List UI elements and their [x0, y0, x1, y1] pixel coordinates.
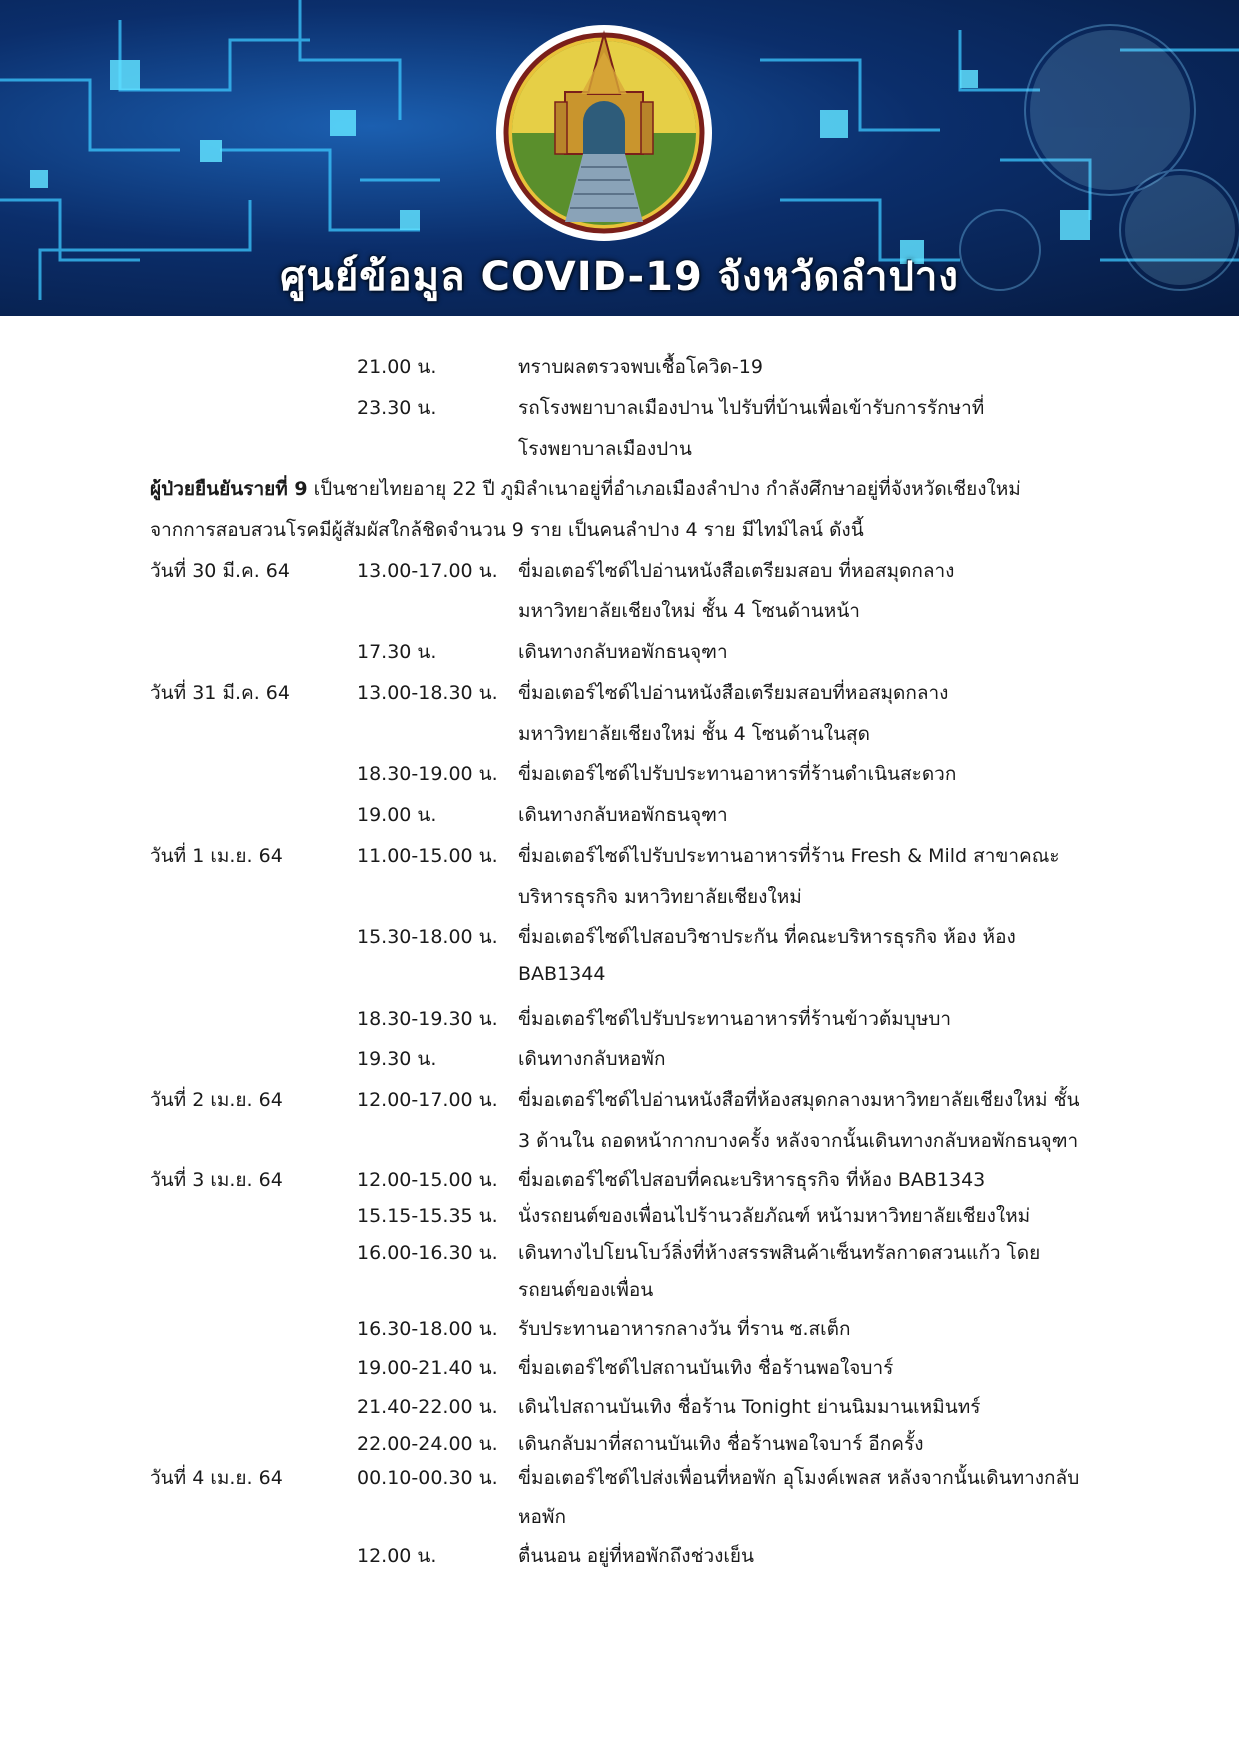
time-cell: 12.00 น. [357, 1545, 437, 1567]
description-cell: รับประทานอาหารกลางวัน ที่ราน ซ.สเต็ก [518, 1318, 851, 1340]
lampang-province-seal-icon [493, 22, 715, 244]
description-cell: ขี่มอเตอร์ไซด์ไปอ่านหนังสือเตรียมสอบที่หอสมุดกลาง [518, 682, 949, 704]
description-cell: ขี่มอเตอร์ไซด์ไปสอบวิชาประกัน ที่คณะบริหารธุรกิจ ห้อง ห้อง [518, 926, 1016, 948]
timeline-row [150, 759, 1100, 799]
time-cell: 12.00-17.00 น. [357, 1089, 498, 1111]
timeline-row [150, 1541, 1100, 1581]
timeline-row [150, 1165, 1100, 1205]
timeline-row-continued [150, 1126, 1100, 1166]
time-cell: 00.10-00.30 น. [357, 1467, 498, 1489]
description-cell: เดินทางกลับหอพักธนจุฑา [518, 641, 728, 663]
description-cell: เดินไปสถานบันเทิง ชื่อร้าน Tonight ย่านนิมมานเหมินทร์ [518, 1396, 981, 1418]
description-cell: ทราบผลตรวจพบเชื้อโควิด-19 [518, 356, 763, 378]
description-cell: ขี่มอเตอร์ไซด์ไปอ่านหนังสือที่ห้องสมุดกลางมหาวิทยาลัยเชียงใหม่ ชั้น [518, 1089, 1080, 1111]
timeline-row [150, 637, 1100, 677]
time-cell: 21.00 น. [357, 356, 437, 378]
timeline-row [150, 1314, 1100, 1354]
timeline-row [150, 1392, 1100, 1432]
description-cell: ขี่มอเตอร์ไซด์ไปส่งเพื่อนที่หอพัก อุโมงค์เพลส หลังจากนั้นเดินทางกลับ [518, 1467, 1080, 1489]
description-cell: ขี่มอเตอร์ไซด์ไปสถานบันเทิง ชื่อร้านพอใจบาร์ [518, 1357, 894, 1379]
time-cell: 18.30-19.00 น. [357, 763, 498, 785]
time-cell: 21.40-22.00 น. [357, 1396, 498, 1418]
date-cell: วันที่ 3 เม.ย. 64 [150, 1169, 283, 1191]
description-cell: ตื่นนอน อยู่ที่หอพักถึงช่วงเย็น [518, 1545, 755, 1567]
timeline-row-continued [150, 1275, 1100, 1315]
timeline-row [150, 922, 1100, 962]
date-cell: วันที่ 31 มี.ค. 64 [150, 682, 290, 704]
description-cell: ขี่มอเตอร์ไซด์ไปรับประทานอาหารที่ร้านดำเนินสะดวก [518, 763, 957, 785]
patient-contact-line: จากการสอบสวนโรคมีผู้สัมผัสใกล้ชิดจำนวน 9 ราย เป็นคนลำปาง 4 ราย มีไทม์ไลน์ ดังนี้ [150, 519, 864, 541]
time-cell: 16.30-18.00 น. [357, 1318, 498, 1340]
description-cell: มหาวิทยาลัยเชียงใหม่ ชั้น 4 โซนด้านหน้า [518, 600, 860, 622]
description-cell: เดินกลับมาที่สถานบันเทิง ชื่อร้านพอใจบาร์ อีกครั้ง [518, 1433, 924, 1455]
description-cell: รถโรงพยาบาลเมืองปาน ไปรับที่บ้านเพื่อเข้ารับการรักษาที่ [518, 397, 985, 419]
intro-row [150, 393, 1100, 433]
header-banner [0, 0, 1239, 316]
date-cell: วันที่ 2 เม.ย. 64 [150, 1089, 283, 1111]
time-cell: 15.30-18.00 น. [357, 926, 498, 948]
description-cell: ขี่มอเตอร์ไซด์ไปรับประทานอาหารที่ร้านข้าวต้มบุษบา [518, 1008, 952, 1030]
timeline-row [150, 678, 1100, 718]
time-cell: 15.15-15.35 น. [357, 1205, 498, 1227]
description-cell: 3 ด้านใน ถอดหน้ากากบางครั้ง หลังจากนั้นเดินทางกลับหอพักธนจุฑา [518, 1130, 1079, 1152]
date-cell: วันที่ 1 เม.ย. 64 [150, 845, 283, 867]
timeline-row [150, 1463, 1100, 1503]
date-cell: วันที่ 30 มี.ค. 64 [150, 560, 290, 582]
description-cell: โรงพยาบาลเมืองปาน [518, 438, 692, 460]
time-cell: 19.30 น. [357, 1048, 437, 1070]
time-cell: 11.00-15.00 น. [357, 845, 498, 867]
timeline-row [150, 1353, 1100, 1393]
timeline-row-continued [150, 963, 1100, 1003]
timeline-row [150, 556, 1100, 596]
timeline-row-continued [150, 882, 1100, 922]
description-cell: ขี่มอเตอร์ไซด์ไปสอบที่คณะบริหารธุรกิจ ที่ห้อง BAB1343 [518, 1169, 986, 1191]
patient-heading: ผู้ป่วยยืนยันรายที่ 9 [150, 478, 308, 500]
description-cell: มหาวิทยาลัยเชียงใหม่ ชั้น 4 โซนด้านในสุด [518, 723, 870, 745]
description-cell: เดินทางกลับหอพัก [518, 1048, 666, 1070]
timeline-row [150, 1201, 1100, 1241]
description-cell: บริหารธุรกิจ มหาวิทยาลัยเชียงใหม่ [518, 886, 802, 908]
time-cell: 12.00-15.00 น. [357, 1169, 498, 1191]
banner-title: ศูนย์ข้อมูล COVID-19 จังหวัดลำปาง [280, 254, 959, 300]
timeline-row [150, 800, 1100, 840]
time-cell: 23.30 น. [357, 397, 437, 419]
timeline-row-continued [150, 1502, 1100, 1542]
time-cell: 19.00 น. [357, 804, 437, 826]
description-cell: ขี่มอเตอร์ไซด์ไปรับประทานอาหารที่ร้าน Fresh & Mild สาขาคณะ [518, 845, 1060, 867]
description-cell: เดินทางกลับหอพักธนจุฑา [518, 804, 728, 826]
time-cell: 19.00-21.40 น. [357, 1357, 498, 1379]
description-cell: ขี่มอเตอร์ไซด์ไปอ่านหนังสือเตรียมสอบ ที่หอสมุดกลาง [518, 560, 955, 582]
time-cell: 17.30 น. [357, 641, 437, 663]
time-cell: 13.00-18.30 น. [357, 682, 498, 704]
timeline-row [150, 841, 1100, 881]
timeline-row [150, 1085, 1100, 1125]
intro-row-continued [150, 434, 1100, 474]
intro-row [150, 352, 1100, 392]
time-cell: 16.00-16.30 น. [357, 1242, 498, 1264]
patient-summary-text: เป็นชายไทยอายุ 22 ปี ภูมิลำเนาอยู่ที่อำเภอเมืองลำปาง กำลังศึกษาอยู่ที่จังหวัดเชียงใหม่ [307, 478, 1021, 500]
patient-summary-line [150, 474, 1100, 504]
timeline-row [150, 1044, 1100, 1084]
description-cell: BAB1344 [518, 963, 606, 985]
description-cell: รถยนต์ของเพื่อน [518, 1279, 654, 1301]
description-cell: หอพัก [518, 1506, 566, 1528]
timeline-row [150, 1004, 1100, 1044]
time-cell: 13.00-17.00 น. [357, 560, 498, 582]
description-cell: นั่งรถยนต์ของเพื่อนไปร้านวลัยภัณฑ์ หน้ามหาวิทยาลัยเชียงใหม่ [518, 1205, 1031, 1227]
time-cell: 18.30-19.30 น. [357, 1008, 498, 1030]
time-cell: 22.00-24.00 น. [357, 1433, 498, 1455]
timeline-row-continued [150, 596, 1100, 636]
description-cell: เดินทางไปโยนโบว์ลิ่งที่ห้างสรรพสินค้าเซ็นทรัลกาดสวนแก้ว โดย [518, 1242, 1041, 1264]
date-cell: วันที่ 4 เม.ย. 64 [150, 1467, 283, 1489]
timeline-row-continued [150, 719, 1100, 759]
timeline-row [150, 1238, 1100, 1278]
